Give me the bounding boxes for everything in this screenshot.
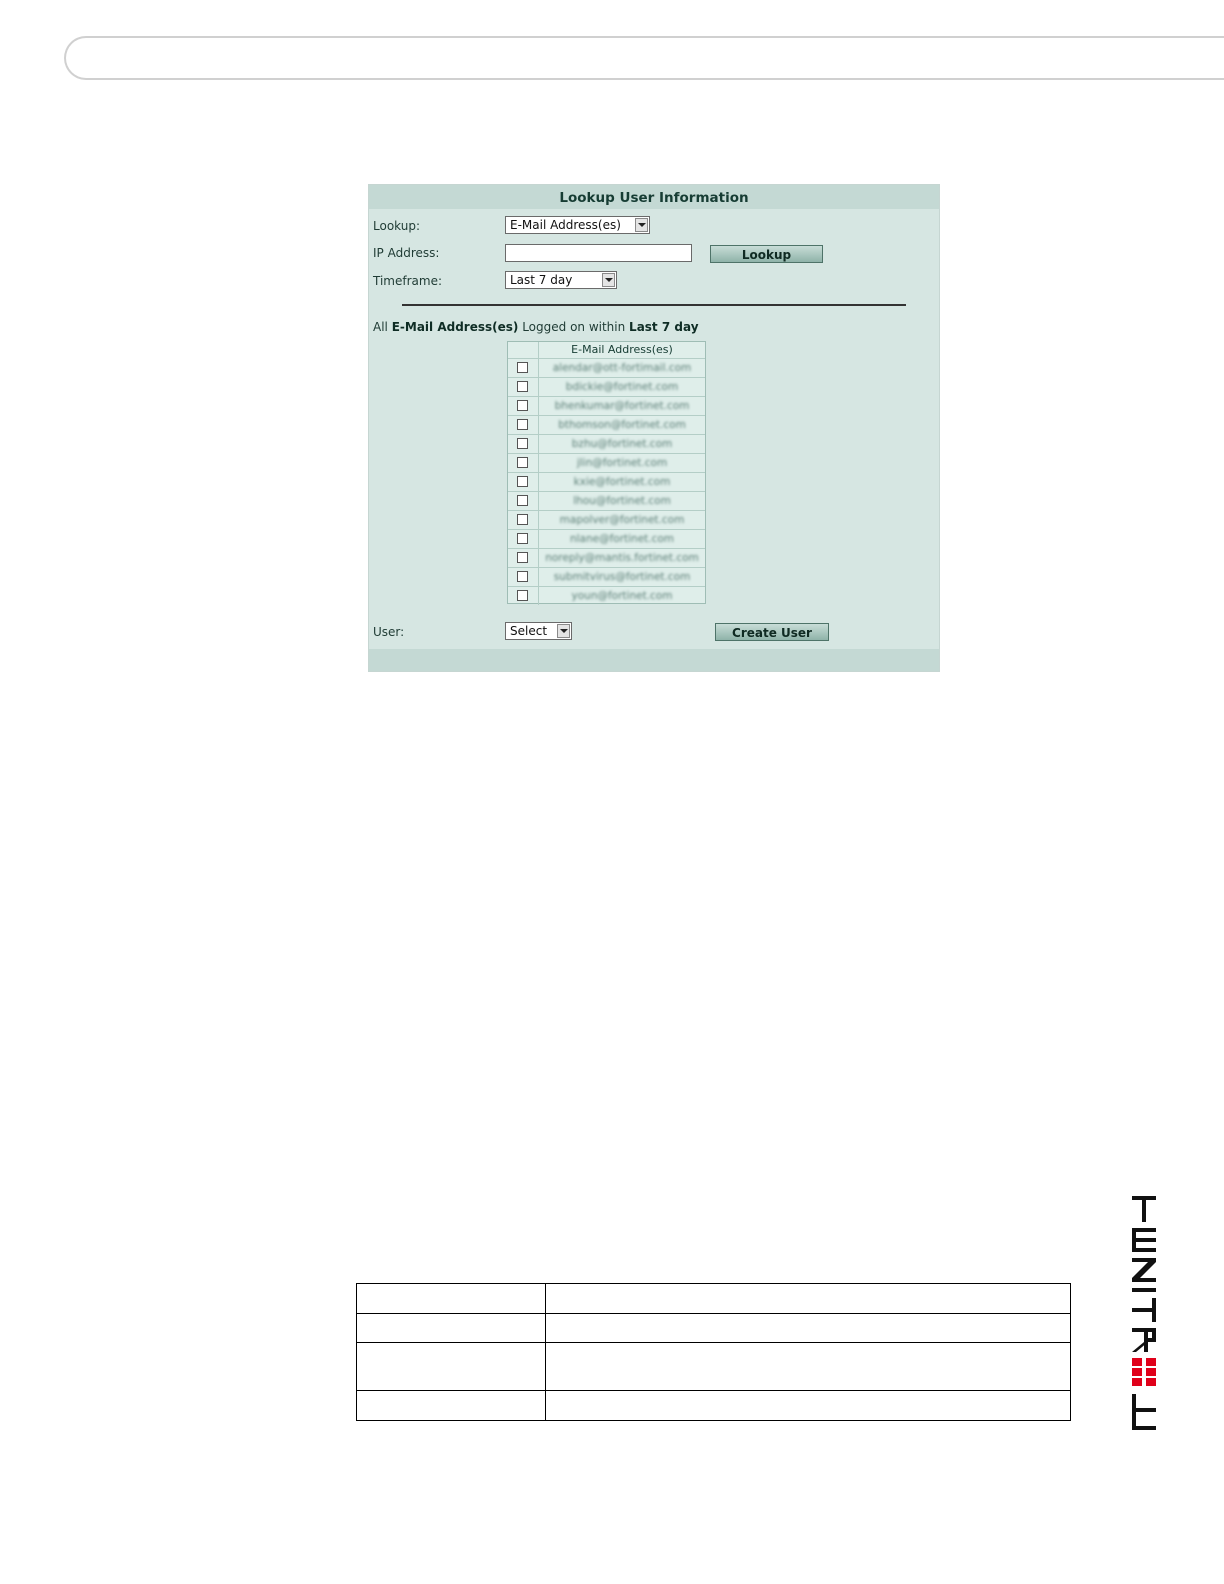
email-address-cell: bdickie@fortinet.com: [565, 381, 679, 393]
table-row: [508, 529, 705, 548]
table-cell: [357, 1284, 546, 1314]
table-row: [357, 1314, 1071, 1343]
lookup-button[interactable]: Lookup: [710, 245, 823, 263]
row-checkbox[interactable]: [517, 438, 528, 449]
summary-period: Last 7 day: [629, 320, 699, 334]
table-row: [508, 491, 705, 510]
row-checkbox[interactable]: [517, 457, 528, 468]
summary-middle: Logged on within: [518, 320, 630, 334]
email-table-header: [508, 342, 705, 358]
table-cell: [357, 1314, 546, 1343]
checkbox-cell: [508, 473, 539, 491]
row-checkbox[interactable]: [517, 419, 528, 430]
table-row: [508, 586, 705, 605]
ip-address-label: IP Address:: [373, 246, 440, 260]
table-row: [508, 567, 705, 586]
email-address-cell: noreply@mantis.fortinet.com: [545, 552, 699, 564]
table-row: [508, 358, 705, 377]
checkbox-column-header: [508, 342, 539, 358]
table-cell: [545, 1284, 1070, 1314]
table-row: [508, 434, 705, 453]
email-address-cell: lhou@fortinet.com: [573, 495, 671, 507]
email-address-cell: youn@fortinet.com: [571, 590, 673, 602]
table-row: [508, 396, 705, 415]
table-cell: [545, 1314, 1070, 1343]
checkbox-cell: [508, 416, 539, 434]
chevron-down-icon[interactable]: [602, 273, 615, 287]
row-checkbox[interactable]: [517, 590, 528, 601]
checkbox-cell: [508, 397, 539, 415]
row-checkbox[interactable]: [517, 495, 528, 506]
table-row: [508, 377, 705, 396]
user-label: User:: [373, 625, 405, 639]
row-checkbox[interactable]: [517, 476, 528, 487]
checkbox-cell: [508, 492, 539, 510]
email-address-cell: jlin@fortinet.com: [576, 457, 668, 469]
checkbox-cell: [508, 587, 539, 605]
user-select-value: Select: [510, 624, 548, 638]
timeframe-label: Timeframe:: [373, 274, 442, 288]
ip-address-input[interactable]: [505, 244, 692, 262]
email-address-cell: bhenkumar@fortinet.com: [554, 400, 690, 412]
checkbox-cell: [508, 530, 539, 548]
table-cell: [545, 1391, 1070, 1421]
lookup-type-select[interactable]: [505, 216, 650, 234]
table-cell: [357, 1343, 546, 1391]
panel-title: Lookup User Information: [369, 185, 939, 209]
row-checkbox[interactable]: [517, 514, 528, 525]
email-address-cell: mapolver@fortinet.com: [559, 514, 685, 526]
lookup-summary: [373, 320, 699, 334]
timeframe-select[interactable]: [505, 271, 617, 289]
email-address-cell: bthomson@fortinet.com: [558, 419, 686, 431]
checkbox-cell: [508, 454, 539, 472]
table-row: [508, 472, 705, 491]
checkbox-cell: [508, 511, 539, 529]
fortinet-logo: [1132, 1196, 1156, 1430]
table-row: [508, 453, 705, 472]
email-column-header: E-Mail Address(es): [571, 343, 673, 356]
chevron-down-icon[interactable]: [635, 218, 648, 232]
table-row: [357, 1284, 1071, 1314]
section-divider: [402, 304, 906, 306]
checkbox-cell: [508, 549, 539, 567]
checkbox-cell: [508, 435, 539, 453]
row-checkbox[interactable]: [517, 381, 528, 392]
table-cell: [545, 1343, 1070, 1391]
table-row: [508, 415, 705, 434]
email-address-table: [507, 341, 706, 604]
table-row: [357, 1343, 1071, 1391]
row-checkbox[interactable]: [517, 362, 528, 373]
summary-prefix: All: [373, 320, 392, 334]
email-address-cell: alendar@ott-fortimail.com: [552, 362, 692, 374]
checkbox-cell: [508, 568, 539, 586]
checkbox-cell: [508, 378, 539, 396]
document-table: [356, 1283, 1071, 1421]
email-address-cell: submitvirus@fortinet.com: [553, 571, 691, 583]
email-address-cell: kxie@fortinet.com: [573, 476, 671, 488]
panel-footer: [369, 649, 939, 671]
table-row: [508, 548, 705, 567]
row-checkbox[interactable]: [517, 552, 528, 563]
create-user-button[interactable]: Create User: [715, 623, 829, 641]
email-address-cell: bzhu@fortinet.com: [571, 438, 673, 450]
table-row: [357, 1391, 1071, 1421]
table-row: [508, 510, 705, 529]
page-header-bar: [64, 36, 1224, 80]
row-checkbox[interactable]: [517, 571, 528, 582]
checkbox-cell: [508, 359, 539, 377]
chevron-down-icon[interactable]: [557, 624, 570, 638]
row-checkbox[interactable]: [517, 400, 528, 411]
lookup-type-value: E-Mail Address(es): [510, 218, 621, 232]
row-checkbox[interactable]: [517, 533, 528, 544]
timeframe-value: Last 7 day: [510, 273, 573, 287]
user-select[interactable]: [505, 622, 572, 640]
table-cell: [357, 1391, 546, 1421]
lookup-label: Lookup:: [373, 219, 421, 233]
summary-type: E-Mail Address(es): [391, 320, 519, 334]
email-address-cell: nlane@fortinet.com: [569, 533, 675, 545]
